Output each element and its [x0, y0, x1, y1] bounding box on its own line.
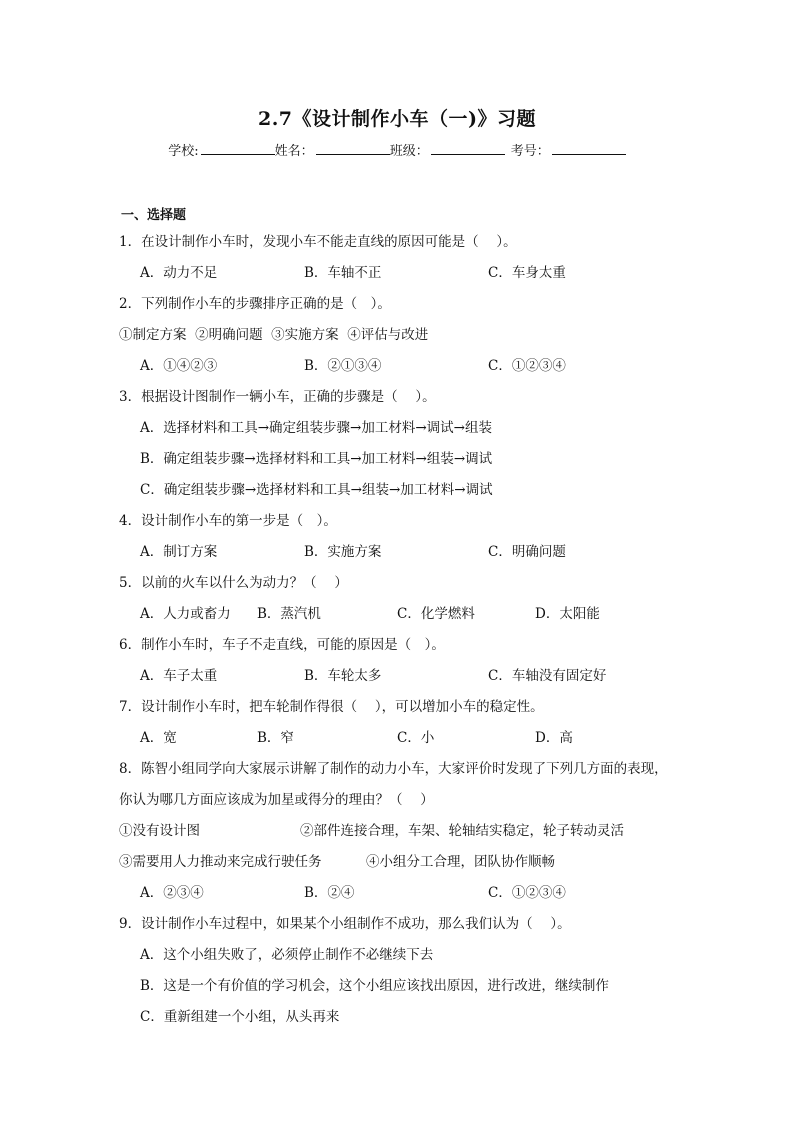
- class-label: 班级：: [389, 144, 429, 159]
- option-b[interactable]: B．确定组装步骤→选择材料和工具→加工材料→组装→调试: [140, 451, 493, 467]
- option-a[interactable]: A．动力不足: [140, 265, 218, 281]
- option-a[interactable]: A．宽: [140, 730, 177, 746]
- question-6-stem: 6．制作小车时，车子不走直线，可能的原因是（ ）。: [119, 637, 445, 653]
- question-4-stem: 4．设计制作小车的第一步是（ ）。: [119, 513, 337, 529]
- option-c[interactable]: C．小: [397, 730, 435, 746]
- option-a[interactable]: A．这个小组失败了，必须停止制作不必继续下去: [140, 947, 434, 963]
- name-label: 姓名：: [274, 144, 314, 159]
- option-a[interactable]: A．①④②③: [140, 358, 218, 374]
- exam-number-blank[interactable]: [552, 142, 626, 155]
- option-c[interactable]: C．①②③④: [488, 885, 566, 901]
- question-1-stem: 1．在设计制作小车时，发现小车不能走直线的原因可能是（ ）。: [119, 234, 517, 250]
- question-8-stem-continued: 你认为哪几方面应该成为加星或得分的理由？（ ）: [119, 792, 434, 808]
- option-c[interactable]: C．①②③④: [488, 358, 566, 374]
- option-a[interactable]: A．②③④: [140, 885, 204, 901]
- option-c[interactable]: C．确定组装步骤→选择材料和工具→组装→加工材料→调试: [140, 482, 493, 498]
- school-blank[interactable]: [201, 142, 275, 155]
- option-b[interactable]: B．车轴不正: [304, 265, 382, 281]
- question-8-stem: 8．陈智小组同学向大家展示讲解了制作的动力小车，大家评价时发现了下列几方面的表现，: [119, 761, 668, 777]
- school-label: 学校:: [168, 144, 199, 159]
- page-title: 2.7《设计制作小车（一)》习题: [257, 108, 537, 130]
- question-9-stem: 9．设计制作小车过程中，如果某个小组制作不成功，那么我们认为（ ）。: [119, 916, 571, 932]
- class-blank[interactable]: [431, 142, 505, 155]
- option-a[interactable]: A．人力或畜力: [140, 606, 231, 622]
- section-heading: 一、选择题: [121, 208, 187, 223]
- option-d[interactable]: D．太阳能: [535, 606, 600, 622]
- option-b[interactable]: B．车轮太多: [304, 668, 382, 684]
- option-b[interactable]: B．这是一个有价值的学习机会，这个小组应该找出原因，进行改进，继续制作: [140, 978, 609, 994]
- statement-4: ④小组分工合理，团队协作顺畅: [366, 854, 555, 870]
- option-c[interactable]: C．重新组建一个小组，从头再来: [140, 1009, 340, 1025]
- name-blank[interactable]: [316, 142, 390, 155]
- option-a[interactable]: A．车子太重: [140, 668, 218, 684]
- question-5-stem: 5．以前的火车以什么为动力？（ ）: [119, 575, 348, 591]
- option-c[interactable]: C．明确问题: [488, 544, 566, 560]
- statement-1: ①没有设计图: [119, 823, 200, 839]
- option-c[interactable]: C．化学燃料: [397, 606, 475, 622]
- option-b[interactable]: B．窄: [257, 730, 294, 746]
- option-c[interactable]: C．车轴没有固定好: [488, 668, 607, 684]
- option-b[interactable]: B．②④: [304, 885, 355, 901]
- exam-label: 考号：: [510, 144, 550, 159]
- statement-2: ②部件连接合理，车架、轮轴结实稳定，轮子转动灵活: [300, 823, 624, 839]
- question-7-stem: 7．设计制作小车时，把车轮制作得很（ ），可以增加小车的稳定性。: [119, 699, 544, 715]
- option-b[interactable]: B．实施方案: [304, 544, 382, 560]
- option-c[interactable]: C．车身太重: [488, 265, 566, 281]
- question-3-stem: 3．根据设计图制作一辆小车，正确的步骤是（ ）。: [119, 389, 436, 405]
- option-b[interactable]: B．蒸汽机: [257, 606, 321, 622]
- option-b[interactable]: B．②①③④: [304, 358, 382, 374]
- option-a[interactable]: A．选择材料和工具→确定组装步骤→加工材料→调试→组装: [140, 420, 492, 436]
- question-2-items: ①制定方案 ②明确问题 ③实施方案 ④评估与改进: [119, 327, 429, 343]
- option-d[interactable]: D．高: [535, 730, 573, 746]
- student-info-row: [0, 140, 794, 159]
- question-2-stem: 2．下列制作小车的步骤排序正确的是（ ）。: [119, 296, 391, 312]
- statement-3: ③需要用人力推动来完成行驶任务: [119, 854, 322, 870]
- option-a[interactable]: A．制订方案: [140, 544, 218, 560]
